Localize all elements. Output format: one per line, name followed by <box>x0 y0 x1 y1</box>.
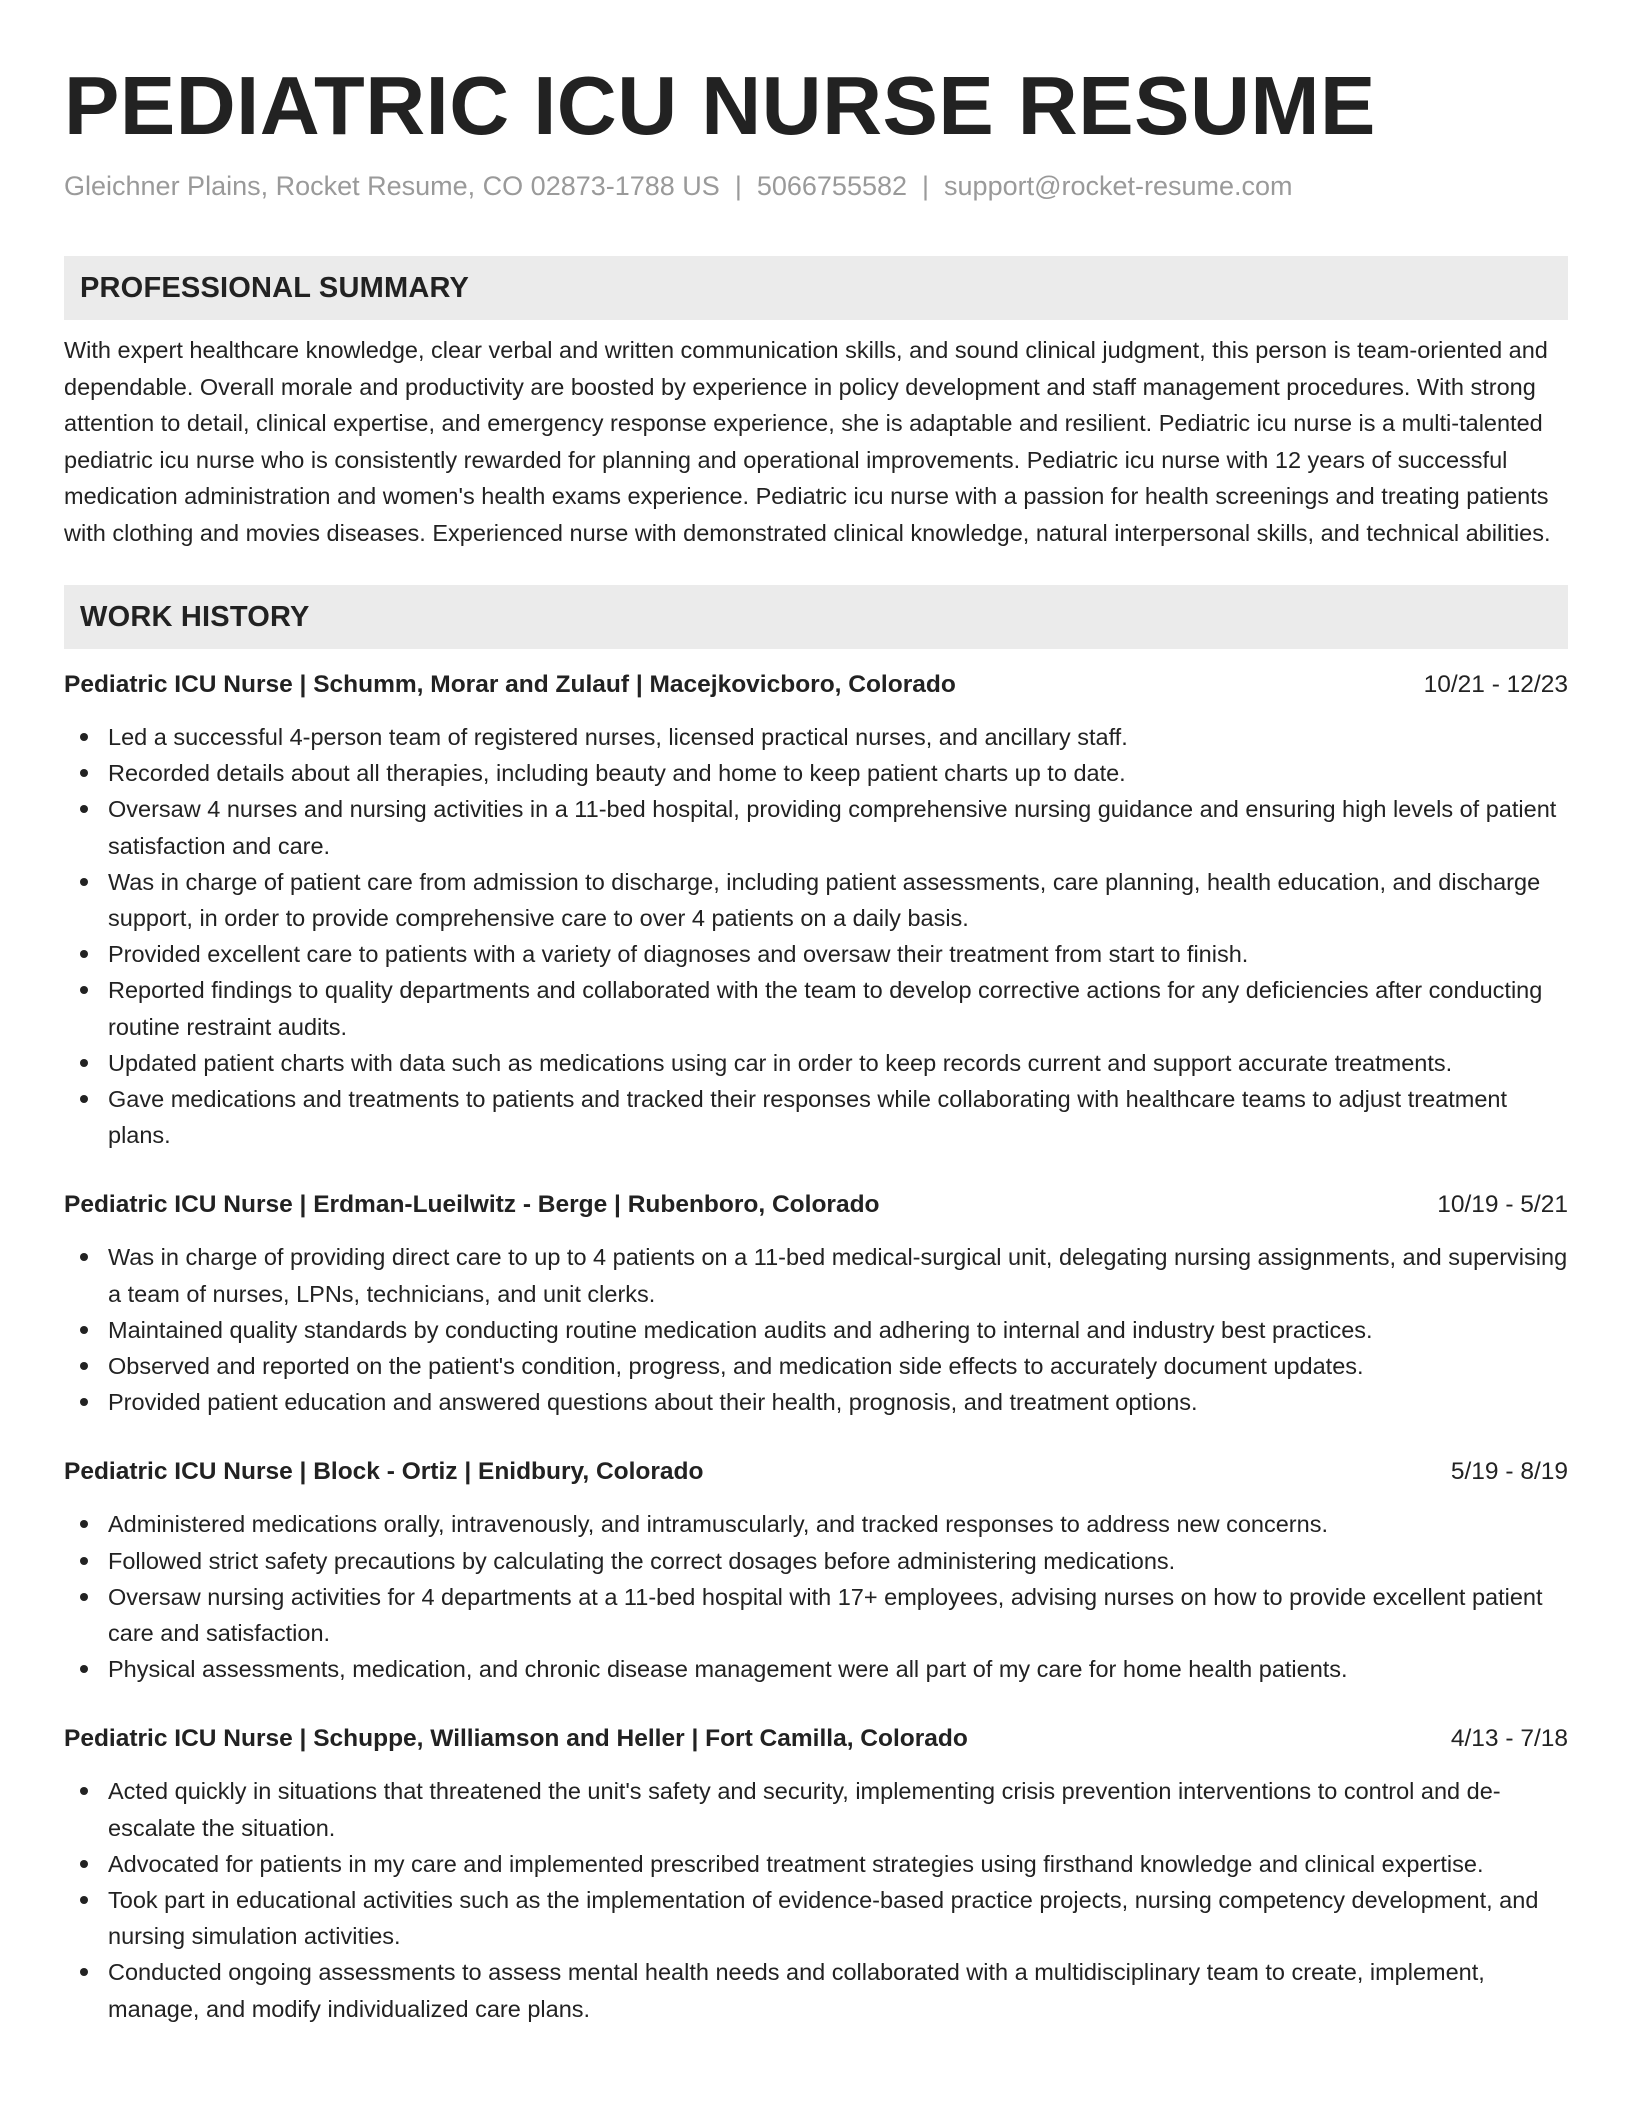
job-bullet <box>64 864 1568 936</box>
job-header <box>64 667 1568 703</box>
bullet-dot-icon <box>80 1253 88 1261</box>
job-bullet-text: Observed and reported on the patient's condition, progress, and medication side effects to accurately document updates. <box>108 1353 1364 1380</box>
job-bullet-text: Reported findings to quality departments and collaborated with the team to develop corrective actions for any deficiencies after conducting routine restraint audits. <box>108 977 1543 1040</box>
bullet-dot-icon <box>80 950 88 958</box>
job-entry <box>64 667 1568 1153</box>
job-bullet <box>64 1239 1568 1311</box>
job-bullet <box>64 936 1568 972</box>
job-bullet-list <box>64 1506 1568 1687</box>
bullet-dot-icon <box>80 986 88 994</box>
job-dates: 10/21 - 12/23 <box>1423 671 1568 698</box>
job-bullet-text: Provided excellent care to patients with a variety of diagnoses and oversaw their treatment from start to finish. <box>108 941 1249 968</box>
bullet-dot-icon <box>80 1059 88 1067</box>
job-entry <box>64 1454 1568 1687</box>
job-bullet-text: Led a successful 4-person team of registered nurses, licensed practical nurses, and ancillary staff. <box>108 724 1128 750</box>
job-bullet <box>64 1543 1568 1579</box>
contact-email: support@rocket-resume.com <box>944 171 1293 201</box>
job-dates: 4/13 - 7/18 <box>1450 1725 1568 1753</box>
job-bullet-text: Took part in educational activities such as the implementation of evidence-based practice projects, nursing competency development, and nursing simulation activities. <box>108 1887 1539 1950</box>
bullet-dot-icon <box>80 1557 88 1565</box>
bullet-dot-icon <box>80 1896 88 1904</box>
bullet-dot-icon <box>80 1095 88 1103</box>
job-bullet <box>64 1846 1568 1882</box>
section-heading-summary: PROFESSIONAL SUMMARY <box>64 256 1568 320</box>
bullet-dot-icon <box>80 733 88 741</box>
job-bullet-text: Followed strict safety precautions by calculating the correct dosages before administering medications. <box>108 1547 1176 1574</box>
contact-line <box>64 168 1568 204</box>
job-header <box>64 1721 1568 1757</box>
job-bullet <box>64 1954 1568 2026</box>
bullet-dot-icon <box>80 1593 88 1601</box>
contact-address: Gleichner Plains, Rocket Resume, CO 02873-1788 US <box>64 171 720 201</box>
job-bullet <box>64 1081 1568 1153</box>
bullet-dot-icon <box>80 1362 88 1370</box>
bullet-dot-icon <box>80 1787 88 1795</box>
job-entry <box>64 1721 1568 2026</box>
summary-text: With expert healthcare knowledge, clear verbal and written communication skills, and sound clinical judgment, this person is team-oriented and dependable. Overall morale and productivity are boosted by experience in policy development and staff management procedures. With strong attention to detail, clinical expertise, and emergency response experience, she is adaptable and resilient. Pediatric icu nurse is a multi-talented pediatric icu nurse who is consistently rewarded for planning and operational improvements. Pediatric icu nurse with 12 years of successful medication administration and women's health exams experience. Pediatric icu nurse with a passion for health screenings and treating patients with clothing and movies diseases. Experienced nurse with demonstrated clinical knowledge, natural interpersonal skills, and technical abilities. <box>64 337 1551 546</box>
job-bullet-text: Was in charge of patient care from admission to discharge, including patient assessments, care planning, health education, and discharge support, in order to provide comprehensive care to over 4 patients on a daily basis. <box>108 868 1541 932</box>
job-title: Pediatric ICU Nurse | Erdman-Lueilwitz - Berge | Rubenboro, Colorado <box>64 1191 880 1219</box>
section-heading-work-history: WORK HISTORY <box>64 585 1568 649</box>
job-bullet-text: Conducted ongoing assessments to assess mental health needs and collaborated with a multidisciplinary team to create, implement, manage, and modify individualized care plans. <box>108 1959 1485 2022</box>
contact-separator: | <box>734 171 742 201</box>
job-bullet-text: Advocated for patients in my care and implemented prescribed treatment strategies using firsthand knowledge and clinical expertise. <box>108 1850 1484 1877</box>
contact-phone: 5066755582 <box>756 171 908 201</box>
job-bullet-text: Oversaw nursing activities for 4 departments at a 11-bed hospital with 17+ employees, advising nurses on how to provide excellent patient care and satisfaction. <box>108 1583 1543 1647</box>
bullet-dot-icon <box>80 1520 88 1528</box>
job-bullet-text: Oversaw 4 nurses and nursing activities in a 11-bed hospital, providing comprehensive nursing guidance and ensuring high levels of patient satisfaction and care. <box>108 796 1557 859</box>
job-bullet <box>64 1348 1568 1384</box>
job-bullet <box>64 1651 1568 1687</box>
job-bullet <box>64 1773 1568 1845</box>
job-title: Pediatric ICU Nurse | Schuppe, Williamson and Heller | Fort Camilla, Colorado <box>64 1725 968 1753</box>
job-title: Pediatric ICU Nurse | Schumm, Morar and Zulauf | Macejkovicboro, Colorado <box>64 671 956 698</box>
job-bullet-text: Provided patient education and answered questions about their health, prognosis, and treatment options. <box>108 1389 1198 1416</box>
job-bullet-list <box>64 1239 1568 1420</box>
bullet-dot-icon <box>80 1326 88 1334</box>
job-bullet-text: Administered medications orally, intravenously, and intramuscularly, and tracked responses to address new concerns. <box>108 1511 1328 1538</box>
job-entry <box>64 1187 1568 1420</box>
job-bullet-text: Was in charge of providing direct care to up to 4 patients on a 11-bed medical-surgical unit, delegating nursing assignments, and supervising a team of nurses, LPNs, technicians, and unit clerks. <box>108 1244 1568 1307</box>
job-bullet-list <box>64 1773 1568 2026</box>
job-bullet <box>64 1045 1568 1081</box>
bullet-dot-icon <box>80 878 88 886</box>
job-header <box>64 1187 1568 1223</box>
job-bullet <box>64 1506 1568 1542</box>
job-bullet <box>64 719 1568 755</box>
job-bullet-list <box>64 719 1568 1153</box>
bullet-dot-icon <box>80 1665 88 1673</box>
job-bullet <box>64 1882 1568 1954</box>
job-dates: 10/19 - 5/21 <box>1437 1191 1568 1219</box>
bullet-dot-icon <box>80 769 88 777</box>
job-bullet-text: Maintained quality standards by conducting routine medication audits and adhering to internal and industry best practices. <box>108 1316 1373 1343</box>
bullet-dot-icon <box>80 805 88 813</box>
job-bullet <box>64 1579 1568 1651</box>
bullet-dot-icon <box>80 1398 88 1406</box>
job-bullet-text: Recorded details about all therapies, including beauty and home to keep patient charts up to date. <box>108 760 1126 787</box>
resume-title: PEDIATRIC ICU NURSE RESUME <box>64 59 1376 152</box>
contact-separator: | <box>922 171 930 201</box>
bullet-dot-icon <box>80 1968 88 1976</box>
bullet-dot-icon <box>80 1860 88 1868</box>
job-dates: 5/19 - 8/19 <box>1450 1458 1568 1486</box>
job-title: Pediatric ICU Nurse | Block - Ortiz | Enidbury, Colorado <box>64 1458 704 1486</box>
job-bullet <box>64 972 1568 1044</box>
job-bullet-text: Acted quickly in situations that threatened the unit's safety and security, implementing crisis prevention interventions to control and de-escalate the situation. <box>108 1778 1501 1841</box>
job-bullet <box>64 1312 1568 1348</box>
job-bullet-text: Gave medications and treatments to patients and tracked their responses while collaborating with healthcare teams to adjust treatment plans. <box>108 1086 1508 1149</box>
job-bullet-text: Updated patient charts with data such as medications using car in order to keep records current and support accurate treatments. <box>108 1049 1453 1076</box>
job-header <box>64 1454 1568 1490</box>
job-bullet <box>64 791 1568 863</box>
job-bullet <box>64 1384 1568 1420</box>
job-bullet <box>64 755 1568 791</box>
job-bullet-text: Physical assessments, medication, and chronic disease management were all part of my care for home health patients. <box>108 1656 1348 1683</box>
